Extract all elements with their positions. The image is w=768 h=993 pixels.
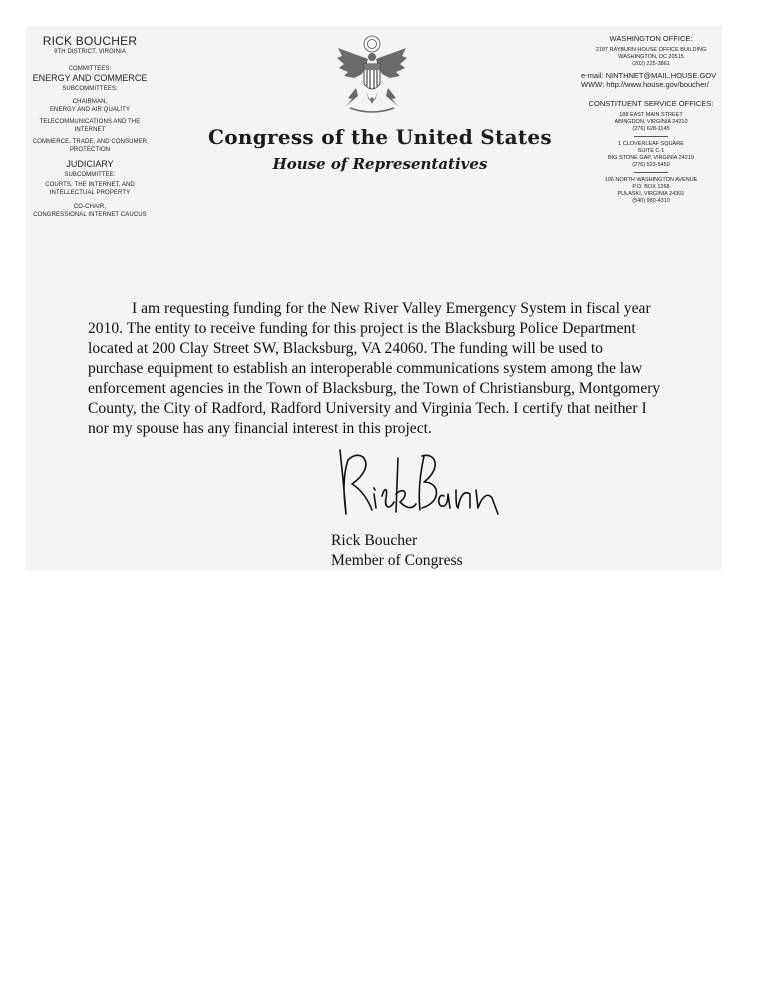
letter-line: County, the City of Radford, Radford University and Virginia Tech. I certify that neither I [88, 400, 647, 417]
subcommittee-energy: ENERGY AND AIR QUALITY [49, 107, 131, 113]
signer-title: Member of Congress [331, 552, 463, 569]
website-address: WWW: http://www.house.gov/boucher/ [581, 80, 709, 89]
big-stone-gap-city: BIG STONE GAP, VIRGINIA 24219 [607, 155, 694, 161]
signer-name: Rick Boucher [331, 532, 418, 549]
abingdon-phone: (276) 628-1145 [632, 126, 670, 132]
abingdon-city: ABINGDON, VIRGINIA 24210 [614, 119, 688, 125]
handwritten-signature [332, 438, 512, 534]
washington-phone: (202) 225-3861 [632, 61, 670, 67]
letterhead-title-block [200, 125, 560, 173]
congress-title: Congress of the United States [208, 125, 552, 149]
constituent-offices-heading: CONSTITUENT SERVICE OFFICES: [588, 99, 714, 108]
subcommittee-label: SUBCOMMITTEE: [64, 172, 116, 178]
internet-caucus: CONGRESSIONAL INTERNET CAUCUS [33, 212, 147, 218]
chairman-label: CHAIRMAN, [72, 99, 108, 105]
letter-line: located at 200 Clay Street SW, Blacksburg, VA 24060. The funding will be used to [88, 340, 603, 357]
eagle-seal-icon [336, 34, 408, 120]
washington-address-line: 2187 RAYBURN HOUSE OFFICE BUILDING [595, 47, 707, 53]
washington-office-heading: WASHINGTON OFFICE: [609, 34, 693, 43]
committee-energy-commerce: ENERGY AND COMMERCE [32, 73, 148, 83]
pulaski-city: PULASKI, VIRGINIA 24301 [617, 191, 685, 197]
divider [634, 172, 668, 173]
committees-label: COMMITTEES: [68, 66, 112, 72]
cochair-label: CO-CHAIR, [73, 204, 107, 210]
subcommittees-label: SUBCOMMITTEES: [62, 86, 118, 92]
letter-line: purchase equipment to establish an interoperable communications system among the law [88, 360, 643, 377]
letter-line: 2010. The entity to receive funding for this project is the Blacksburg Police Department [88, 320, 636, 337]
big-stone-gap-suite: SUITE C-1 [637, 148, 665, 154]
closing-block [331, 531, 463, 571]
big-stone-gap-phone: (276) 523-5450 [632, 162, 670, 168]
committee-judiciary: JUDICIARY [66, 159, 114, 169]
abingdon-street: 188 EAST MAIN STREET [619, 112, 683, 118]
subcommittee-courts: COURTS, THE INTERNET, AND INTELLECTUAL PROPERTY [45, 182, 135, 196]
washington-city-line: WASHINGTON, DC 20515 [618, 54, 684, 60]
letter-line: enforcement agencies in the Town of Blacksburg, the Town of Christiansburg, Montgomery [88, 380, 661, 397]
pulaski-phone: (540) 980-4310 [632, 198, 670, 204]
member-committee-column [26, 34, 154, 219]
office-contact-column [577, 34, 725, 205]
letter-line: nor my spouse has any financial interest in this project. [88, 420, 432, 437]
letter-body-paragraph [88, 299, 728, 439]
pulaski-street: 106 NORTH WASHINGTON AVENUE [604, 177, 698, 183]
pulaski-po-box: P.O. BOX 1268 [632, 184, 670, 190]
divider [634, 136, 668, 137]
house-subtitle: House of Representatives [272, 155, 488, 173]
subcommittee-telecom: TELECOMMUNICATIONS AND THE INTERNET [39, 119, 141, 133]
big-stone-gap-street: 1 CLOVERLEAF SQUARE [618, 141, 684, 147]
email-address: e-mail: NINTHNET@MAIL.HOUSE.GOV [581, 71, 717, 80]
member-name: RICK BOUCHER [42, 34, 138, 48]
letter-line: I am requesting funding for the New River Valley Emergency System in fiscal year [132, 300, 651, 317]
subcommittee-commerce: COMMERCE, TRADE, AND CONSUMER PROTECTION [32, 139, 148, 153]
district: 9TH DISTRICT, VIRGINIA [54, 49, 126, 55]
